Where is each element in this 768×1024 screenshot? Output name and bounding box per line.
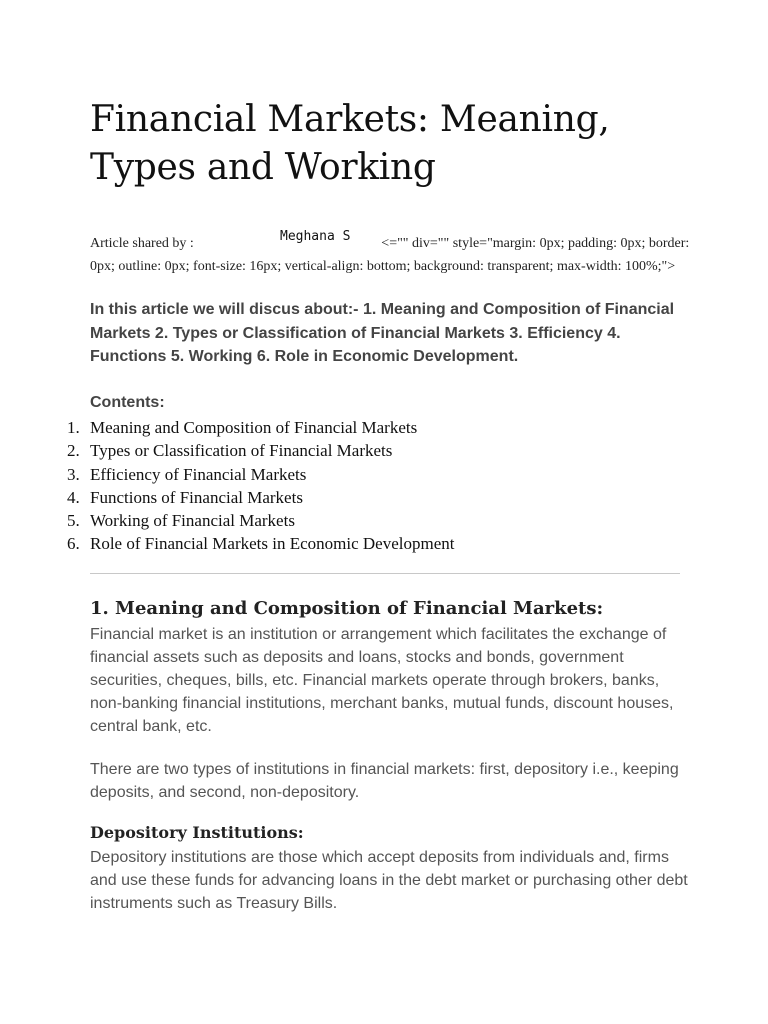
- toc-item-number: 4.: [67, 487, 80, 507]
- toc-item-number: 5.: [67, 511, 80, 531]
- section-divider: [90, 573, 680, 574]
- toc-item[interactable]: [58, 416, 454, 439]
- table-of-contents: [58, 416, 454, 556]
- toc-item-number: 1.: [67, 418, 80, 437]
- toc-item-text[interactable]: Functions of Financial Markets: [90, 487, 303, 507]
- toc-item[interactable]: [58, 486, 454, 509]
- section-paragraph: There are two types of institutions in financial markets: first, depository i.e., keeping deposits, and second, non-depository.: [90, 761, 679, 801]
- author-name[interactable]: Meghana S: [280, 229, 351, 244]
- toc-item-text[interactable]: Types or Classification of Financial Markets: [90, 441, 393, 461]
- section-heading: 1. Meaning and Composition of Financial Markets:: [90, 598, 604, 619]
- subsection-heading: Depository Institutions:: [90, 823, 304, 842]
- byline-stray-markup: <="" div="" style="margin: 0px; padding: 0px; border: 0px; outline: 0px; font-size: 16px; vertical-align: bottom; background: transparent; max-width: 100%;">: [90, 236, 690, 274]
- article-title: Financial Markets: Meaning, Types and Working: [90, 99, 610, 188]
- toc-item-text[interactable]: Efficiency of Financial Markets: [90, 464, 307, 484]
- section-paragraph: Depository institutions are those which accept deposits from individuals and, firms and use these funds for advancing loans in the debt market or purchasing other debt instruments such as Treasury Bills.: [90, 849, 688, 912]
- toc-item[interactable]: [58, 509, 454, 532]
- toc-item-text[interactable]: Working of Financial Markets: [90, 511, 295, 531]
- toc-item[interactable]: [58, 439, 454, 462]
- article-byline: [90, 232, 690, 278]
- toc-item-number: 2.: [67, 441, 80, 461]
- article-intro: In this article we will discus about:- 1. Meaning and Composition of Financial Markets 2. Types or Classification of Financial Markets 3. Efficiency 4. Functions 5. Working 6. Role in Economic Development.: [90, 301, 675, 365]
- toc-item[interactable]: [58, 532, 454, 555]
- toc-item-text[interactable]: Role of Financial Markets in Economic Development: [90, 534, 455, 554]
- section-paragraph: Financial market is an institution or arrangement which facilitates the exchange of financial assets such as deposits and loans, stocks and bonds, government securities, cheques, bills, etc. Financial markets operate through brokers, banks, non-banking financial institutions, merchant banks, mutual funds, discount houses, central bank, etc.: [90, 626, 674, 735]
- contents-label: Contents:: [90, 394, 165, 411]
- toc-item-number: 3.: [67, 464, 80, 484]
- byline-prefix: Article shared by :: [90, 236, 194, 251]
- toc-item-number: 6.: [67, 534, 80, 554]
- toc-item-text[interactable]: Meaning and Composition of Financial Markets: [90, 418, 418, 437]
- toc-item[interactable]: [58, 463, 454, 486]
